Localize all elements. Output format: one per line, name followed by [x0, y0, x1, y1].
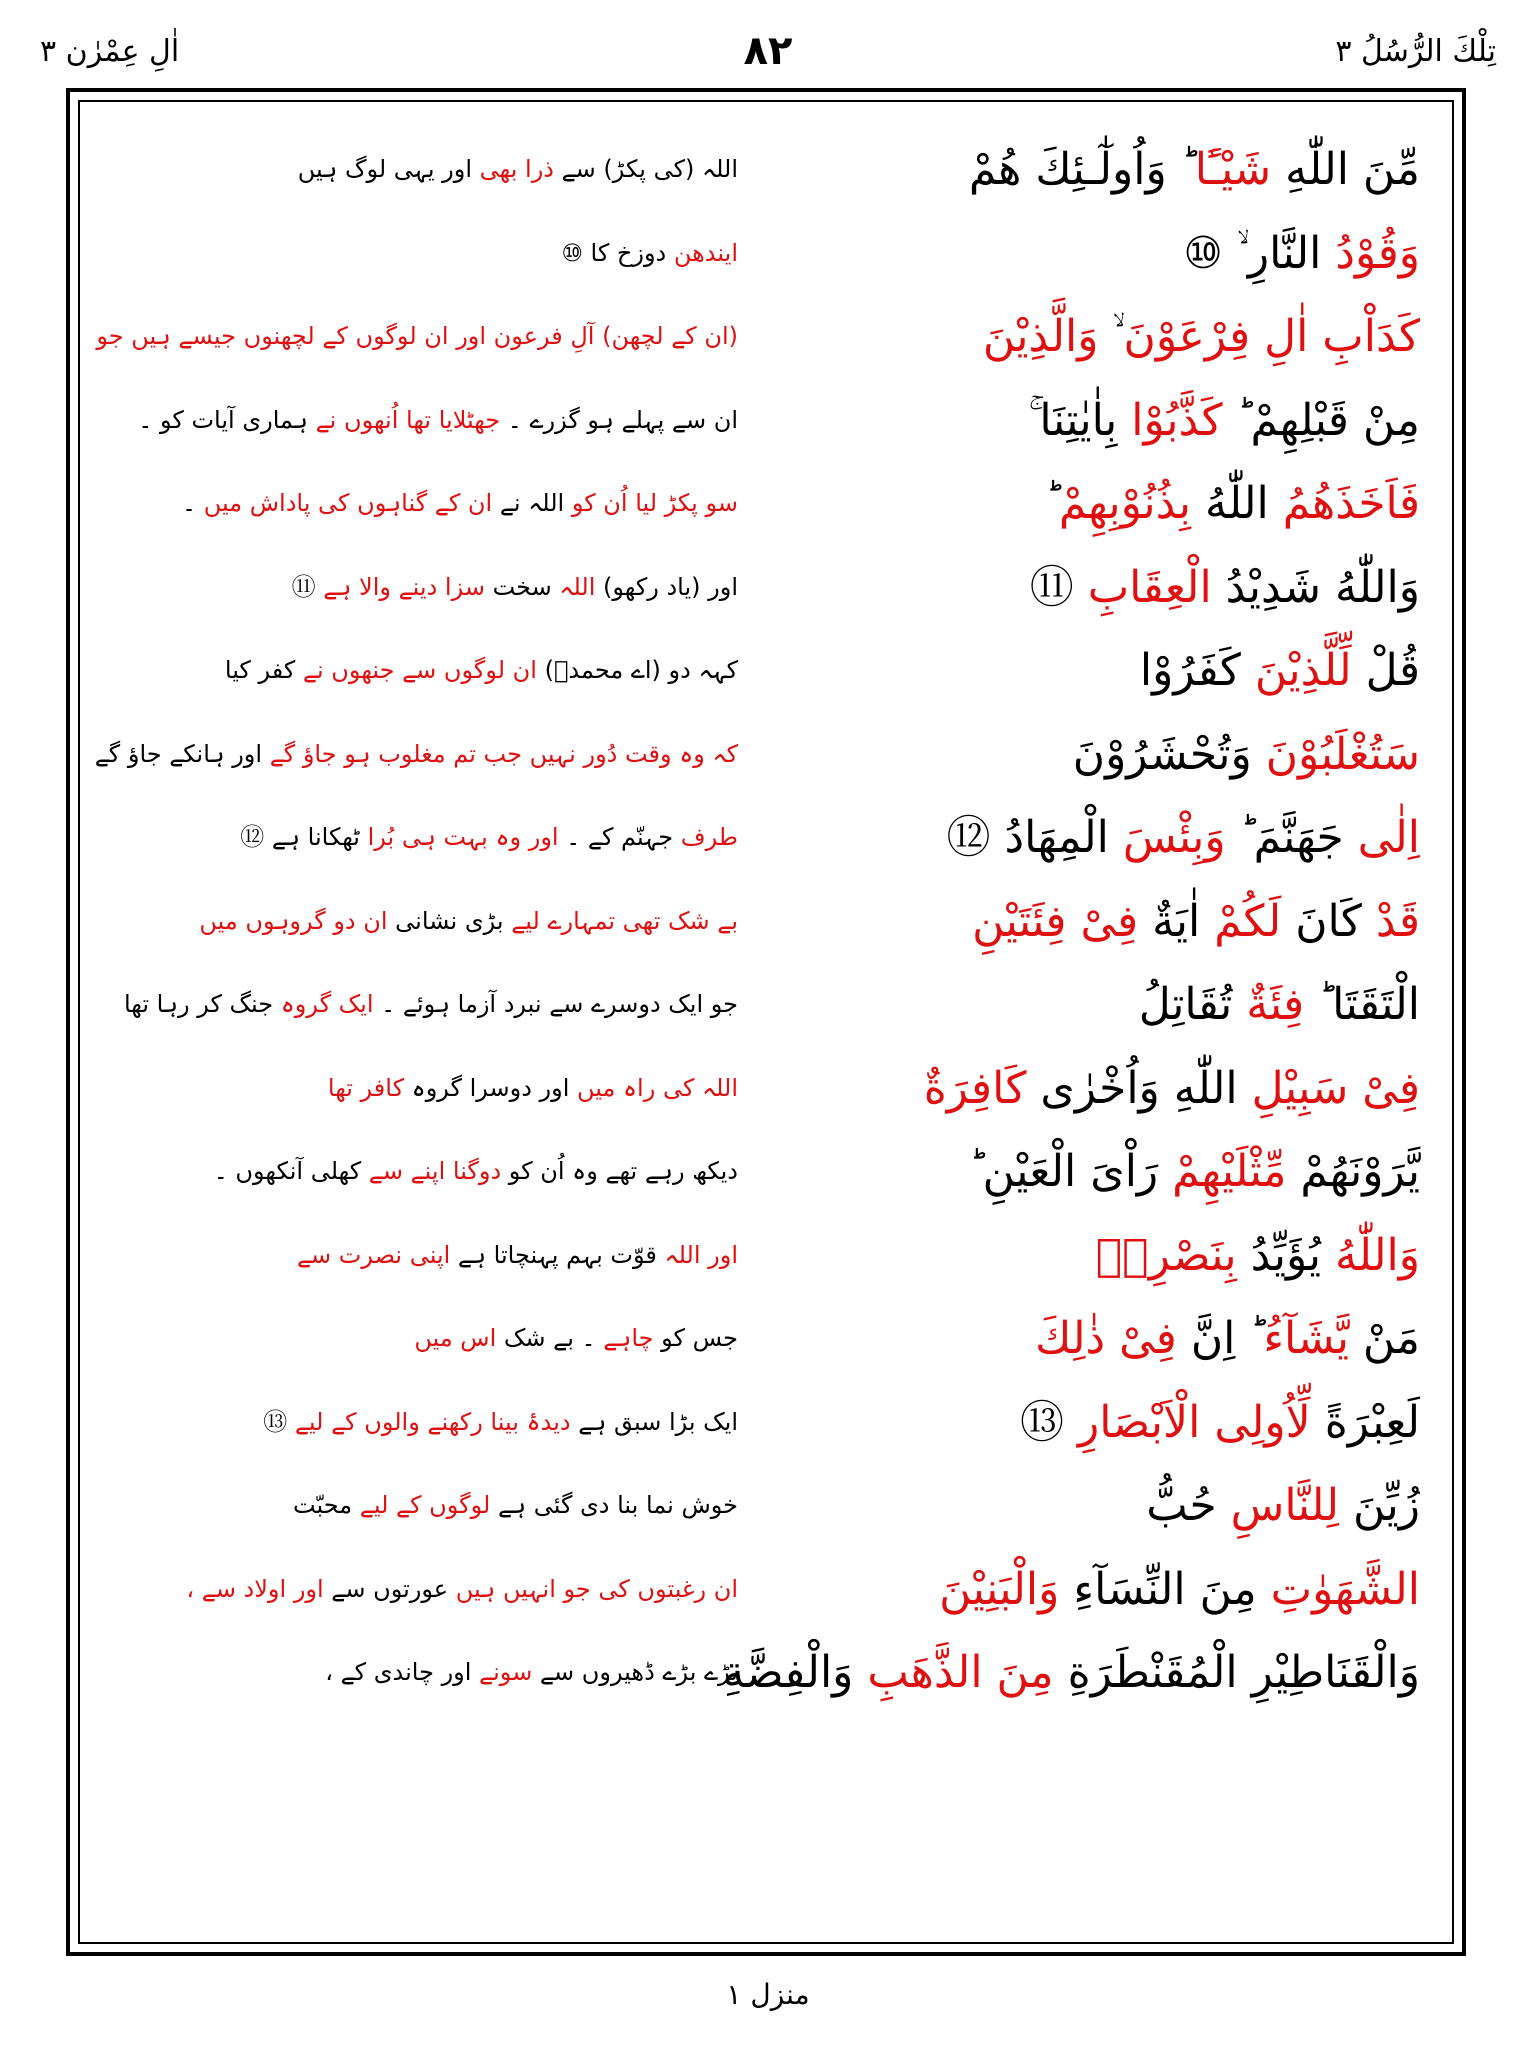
- arabic-segment: فِىْ سَبِيْلِ: [1251, 1062, 1420, 1114]
- arabic-segment: الْمِهَادُ ⑫: [946, 812, 1123, 863]
- arabic-text: [780, 212, 1420, 296]
- arabic-segment: سَتُغْلَبُوْنَ: [1265, 728, 1420, 780]
- urdu-segment: سزا دینے والا ہے: [323, 572, 485, 601]
- urdu-translation: [138, 1631, 738, 1715]
- verse-row: [78, 713, 1454, 797]
- verse-row: [78, 379, 1454, 463]
- urdu-translation: [138, 880, 738, 964]
- arabic-text: [780, 1297, 1420, 1381]
- urdu-segment: قوّت بہم پہنچاتا ہے: [450, 1240, 665, 1269]
- arabic-segment: ۙ: [1098, 311, 1124, 362]
- urdu-translation: [138, 1214, 738, 1298]
- urdu-translation: [94, 713, 738, 797]
- verse-row: [78, 1381, 1454, 1465]
- manzil-footer: منزل ١: [726, 1978, 810, 2011]
- arabic-text: [780, 295, 1420, 379]
- arabic-segment: النَّارِ ۙ ⑩: [1183, 227, 1336, 279]
- urdu-segment: جس کو: [653, 1324, 738, 1352]
- urdu-segment: ایندھن: [673, 238, 738, 267]
- arabic-text: [780, 880, 1420, 964]
- urdu-segment: بے شک تھی تمہارے لیے: [511, 906, 738, 935]
- arabic-text: [780, 1130, 1420, 1214]
- arabic-text: [722, 1631, 1420, 1715]
- urdu-segment: اللہ کی راہ میں: [577, 1073, 738, 1102]
- urdu-segment: (ان کے لچھن) آلِ فرعون اور ان لوگوں کے لچھنوں جیسے ہیں جو: [96, 322, 738, 350]
- urdu-segment: اور ہانکے جاؤ گے: [94, 739, 270, 768]
- urdu-segment: محبّت: [292, 1491, 360, 1519]
- arabic-segment: تُقَاتِلُ: [1138, 979, 1247, 1030]
- urdu-segment: کھلی آنکھوں ۔: [213, 1157, 369, 1185]
- urdu-segment: ان دو گروہوں میں: [199, 906, 388, 935]
- arabic-segment: لَعِبْرَةً: [1310, 1396, 1420, 1448]
- urdu-segment: دیدۂ بینا رکھنے والوں کے لیے: [294, 1407, 571, 1436]
- arabic-segment: وَاللّٰهُ: [1334, 1229, 1420, 1281]
- urdu-segment: ایک گروہ: [280, 990, 374, 1018]
- urdu-segment: کفر کیا: [224, 656, 303, 684]
- arabic-segment: مِنَ النِّسَآءِ: [1059, 1563, 1271, 1615]
- para-name: تِلْكَ الرُّسُلُ ٣: [1335, 34, 1496, 69]
- arabic-segment: كَدَاْبِ اٰلِ فِرْعَوْنَ: [1123, 311, 1420, 362]
- urdu-segment: سخت: [484, 572, 560, 601]
- urdu-segment: ⑬: [263, 1407, 295, 1436]
- verse-row: [78, 1214, 1454, 1298]
- page-number: ٨٢: [743, 28, 793, 74]
- urdu-translation: [138, 1548, 738, 1632]
- urdu-segment: جھٹلایا تھا اُنھوں نے: [315, 405, 501, 434]
- arabic-segment: كَفَرُوْا: [1139, 645, 1255, 696]
- arabic-segment: فِئَةٌ: [1246, 979, 1305, 1030]
- urdu-translation: [138, 128, 738, 212]
- arabic-segment: ؕ وَاُولٰٓـئِكَ هُمْ: [968, 144, 1195, 195]
- urdu-segment: دیکھ رہے تھے وہ اُن کو: [501, 1157, 738, 1185]
- urdu-segment: اور دوسرا گروہ: [404, 1073, 577, 1102]
- arabic-segment: الْتَقَتَا ؕ: [1304, 979, 1420, 1030]
- urdu-segment: اپنی نصرت سے: [296, 1240, 451, 1269]
- urdu-translation: [138, 546, 738, 630]
- urdu-translation: [138, 462, 738, 546]
- arabic-segment: وَالْفِضَّةِ: [722, 1647, 868, 1698]
- arabic-segment: اٰيَةٌ: [1138, 895, 1215, 947]
- arabic-segment: يَّرَوْنَهُمْ: [1286, 1146, 1420, 1197]
- urdu-segment: چاہے: [603, 1324, 654, 1352]
- urdu-translation: [138, 379, 738, 463]
- urdu-segment: جہنّم کے ۔: [558, 823, 681, 851]
- urdu-segment: بڑے بڑے ڈھیروں سے: [532, 1658, 738, 1686]
- urdu-translation: [96, 295, 738, 379]
- verse-row: [78, 1130, 1454, 1214]
- urdu-segment: جو ایک دوسرے سے نبرد آزما ہوئے ۔: [373, 990, 738, 1018]
- arabic-segment: فِىْ فِئَتَيْنِ: [972, 895, 1139, 947]
- urdu-segment: اور اللہ: [664, 1240, 738, 1269]
- arabic-segment: بِنَصْرِهٖ: [1095, 1229, 1237, 1281]
- arabic-segment: مِنْ قَبْلِهِمْ ؕ: [1222, 394, 1420, 446]
- urdu-translation: [138, 796, 738, 880]
- urdu-translation: [138, 1381, 738, 1465]
- urdu-translation: [138, 1130, 738, 1214]
- arabic-segment: وَاللّٰهُ شَدِيْدُ: [1211, 561, 1420, 613]
- verse-row: [78, 796, 1454, 880]
- arabic-segment: وَقُوْدُ: [1335, 227, 1420, 279]
- surah-name: اٰلِ عِمْرٰن ٣: [40, 34, 180, 69]
- verse-row: [78, 880, 1454, 964]
- verse-row: [78, 295, 1454, 379]
- urdu-segment: طرف: [680, 823, 738, 851]
- urdu-segment: ذرا بھی: [479, 155, 554, 183]
- verse-row: [78, 963, 1454, 1047]
- urdu-translation: [138, 1047, 738, 1131]
- arabic-segment: ⑪: [1029, 561, 1088, 613]
- verse-row: [78, 1297, 1454, 1381]
- urdu-segment: بڑی نشانی: [387, 906, 512, 935]
- arabic-segment: قَدْ: [1375, 895, 1420, 947]
- urdu-translation: [138, 629, 738, 713]
- arabic-text: [780, 1548, 1420, 1632]
- arabic-segment: اِلٰى: [1357, 812, 1420, 863]
- arabic-text: [780, 462, 1420, 546]
- urdu-segment: کہ وہ وقت دُور نہیں جب تم مغلوب ہو جاؤ گے: [269, 739, 738, 768]
- arabic-segment: مَنْ: [1348, 1313, 1420, 1364]
- arabic-segment: مِّنَ اللّٰهِ: [1271, 144, 1420, 195]
- arabic-segment: وَالَّذِيْنَ: [982, 311, 1099, 362]
- arabic-text: [780, 1464, 1420, 1548]
- arabic-text: [780, 1214, 1420, 1298]
- arabic-segment: ؕ: [1044, 478, 1059, 529]
- urdu-segment: عورتوں سے: [323, 1574, 456, 1603]
- arabic-segment: اللّٰهِ وَاُخْرٰى: [1026, 1062, 1252, 1114]
- arabic-segment: وَالْبَنِيْنَ: [939, 1563, 1060, 1615]
- urdu-segment: سونے: [479, 1658, 533, 1686]
- urdu-segment: اللہ: [559, 572, 596, 601]
- urdu-segment: اور یہی لوگ ہیں: [297, 155, 480, 183]
- arabic-segment: بِذُنُوْبِهِمْ: [1058, 478, 1191, 529]
- arabic-segment: وَبِئْسَ: [1122, 812, 1226, 863]
- arabic-segment: لَكُمْ: [1214, 895, 1282, 947]
- arabic-segment: قُلْ: [1351, 645, 1420, 696]
- urdu-segment: کہہ دو (اے محمدؐ): [536, 656, 738, 684]
- verse-row: [78, 212, 1454, 296]
- arabic-segment: جَهَنَّمَ ؕ: [1225, 812, 1358, 863]
- verse-row: [78, 1548, 1454, 1632]
- arabic-segment: يَّشَآءُ: [1263, 1313, 1349, 1364]
- arabic-segment: رَاْىَ الْعَيْنِ ؕ: [968, 1146, 1173, 1197]
- urdu-segment: اللہ (کی پکڑ) سے: [553, 155, 738, 183]
- arabic-segment: كَافِرَةٌ: [923, 1062, 1027, 1114]
- verse-row: [78, 629, 1454, 713]
- arabic-text: [780, 1381, 1420, 1465]
- arabic-segment: فَاَخَذَهُمُ: [1282, 478, 1420, 529]
- arabic-text: [780, 379, 1420, 463]
- urdu-translation: [138, 212, 738, 296]
- arabic-segment: اللّٰهُ: [1191, 478, 1283, 529]
- urdu-segment: ان رغبتوں کی جو انہیں ہیں: [455, 1574, 738, 1603]
- arabic-text: [780, 963, 1420, 1047]
- urdu-segment: جنگ کر رہا تھا: [123, 990, 281, 1018]
- arabic-segment: لِّاُولِى الْاَبْصَارِ: [1077, 1396, 1311, 1448]
- urdu-segment: اور چاندی کے ،: [325, 1658, 480, 1686]
- urdu-segment: ان سے پہلے ہو گزرے ۔: [500, 405, 738, 434]
- urdu-segment: دوگنا اپنے سے: [368, 1157, 502, 1185]
- verse-row: [78, 462, 1454, 546]
- arabic-segment: لِلنَّاسِ: [1230, 1480, 1340, 1531]
- arabic-text: [780, 713, 1420, 797]
- arabic-segment: وَتُحْشَرُوْنَ: [1072, 728, 1266, 780]
- arabic-segment: بِاٰيٰتِنَا ۚ: [1028, 394, 1132, 446]
- arabic-segment: يُؤَيِّدُ: [1236, 1229, 1335, 1281]
- urdu-segment: ہماری آیات کو ۔: [138, 405, 316, 434]
- urdu-segment: اور اولاد سے ،: [186, 1574, 324, 1603]
- arabic-segment: الْعِقَابِ: [1087, 561, 1212, 613]
- urdu-translation: [138, 1464, 738, 1548]
- urdu-translation: [138, 1297, 738, 1381]
- arabic-segment: الشَّهَوٰتِ: [1270, 1563, 1420, 1615]
- urdu-segment: اس میں: [414, 1324, 497, 1352]
- urdu-segment: اور (یاد رکھو): [595, 572, 738, 601]
- urdu-segment: سو پکڑ لیا اُن کو: [571, 489, 738, 517]
- verse-row: [78, 128, 1454, 212]
- urdu-segment: اور وہ بہت ہی بُرا: [367, 823, 559, 851]
- urdu-segment: لوگوں کے لیے: [359, 1491, 491, 1519]
- arabic-segment: ؕ اِنَّ: [1176, 1313, 1264, 1364]
- arabic-text: [780, 1047, 1420, 1131]
- urdu-segment: ⑪: [291, 572, 324, 601]
- urdu-segment: ۔: [182, 489, 204, 517]
- urdu-segment: خوش نما بنا دی گئی ہے: [490, 1491, 738, 1519]
- arabic-segment: كَانَ: [1281, 895, 1376, 947]
- urdu-segment: دوزخ کا ⑩: [561, 238, 674, 267]
- arabic-segment: مِنَ الذَّهَبِ: [867, 1647, 1054, 1698]
- urdu-segment: ان لوگوں سے جنھوں نے: [302, 656, 537, 684]
- arabic-segment: وَالْقَنَاطِيْرِ الْمُقَنْطَرَةِ: [1053, 1647, 1420, 1698]
- urdu-segment: ایک بڑا سبق ہے: [570, 1407, 738, 1436]
- urdu-segment: ۔ بے شک: [496, 1324, 604, 1352]
- arabic-segment: ⑬: [1019, 1396, 1078, 1448]
- verse-row: [78, 1047, 1454, 1131]
- urdu-segment: کافر تھا: [327, 1073, 405, 1102]
- arabic-segment: شَيْـًٔا: [1194, 144, 1272, 195]
- urdu-segment: ان کے گناہوں کی پاداش میں: [203, 489, 493, 517]
- urdu-segment: اللہ نے: [492, 489, 572, 517]
- arabic-segment: لِّلَّذِيْنَ: [1254, 645, 1352, 696]
- arabic-text: [780, 128, 1420, 212]
- arabic-segment: حُبُّ: [1146, 1480, 1231, 1531]
- verse-row: [78, 1464, 1454, 1548]
- arabic-segment: مِّثْلَيْهِمْ: [1172, 1146, 1287, 1197]
- verse-rows: [78, 128, 1454, 1715]
- verse-row: [78, 546, 1454, 630]
- verse-row: [78, 1631, 1454, 1715]
- arabic-segment: زُيِّنَ: [1339, 1480, 1420, 1531]
- arabic-text: [780, 546, 1420, 630]
- arabic-text: [780, 796, 1420, 880]
- arabic-segment: فِىْ ذٰلِكَ: [1035, 1313, 1177, 1364]
- urdu-segment: ٹھکانا ہے ⑫: [240, 823, 368, 851]
- urdu-translation: [123, 963, 738, 1047]
- arabic-text: [780, 629, 1420, 713]
- page-header: [40, 28, 1496, 88]
- arabic-segment: كَذَّبُوْا: [1131, 394, 1223, 446]
